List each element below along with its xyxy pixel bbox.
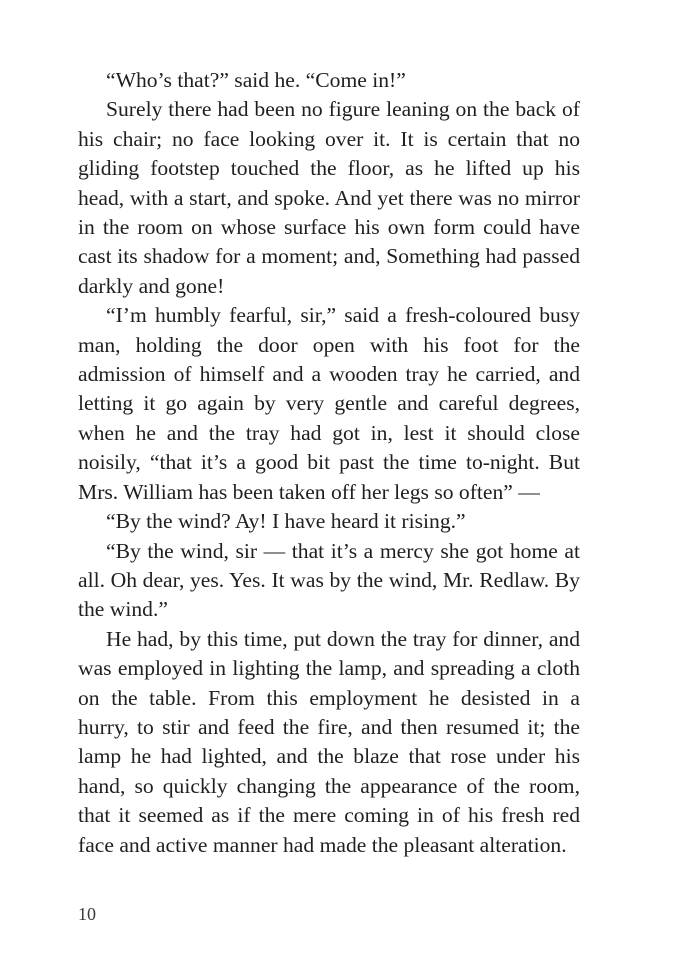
paragraph-1: “Who’s that?” said he. “Come in!” xyxy=(106,68,406,92)
page-number: 10 xyxy=(78,904,96,924)
paragraph-3: “I’m humbly fearful, sir,” said a fresh-coloured busy man, holding the door open with his foot for the admission of himself and a wooden tray he carried, and letting it go again by very gentle and careful degrees, when he and the tray had got in, lest it should close noisily, “that it’s a good bit past the time to-night. But Mrs. William has been taken off her legs so often” — xyxy=(78,303,580,504)
page-body xyxy=(78,66,580,860)
paragraph-5: “By the wind, sir — that it’s a mercy she got home at all. Oh dear, yes. Yes. It was by the wind, Mr. Redlaw. By the wind.” xyxy=(78,538,580,622)
paragraph-4: “By the wind? Ay! I have heard it rising.” xyxy=(106,509,466,534)
paragraph-2: Surely there had been no figure leaning on the back of his chair; no face looking over it. It is certain that no gliding footstep touched the floor, as he lifted up his head, with a start, and spoke. And yet there was no mirror in the room on whose surface his own form could have cast its shadow for a moment; and, Something had passed darkly and gone! xyxy=(78,97,580,298)
paragraph-6: He had, by this time, put down the tray for dinner, and was employed in lighting the lamp, and spreading a cloth on the table. From this employment he desisted in a hurry, to stir and feed the fire, and then resumed it; the lamp he had lighted, and the blaze that rose under his hand, so quickly changing the appearance of the room, that it seemed as if the mere coming in of his fresh red face and active manner had made the pleasant alteration. xyxy=(78,626,580,857)
